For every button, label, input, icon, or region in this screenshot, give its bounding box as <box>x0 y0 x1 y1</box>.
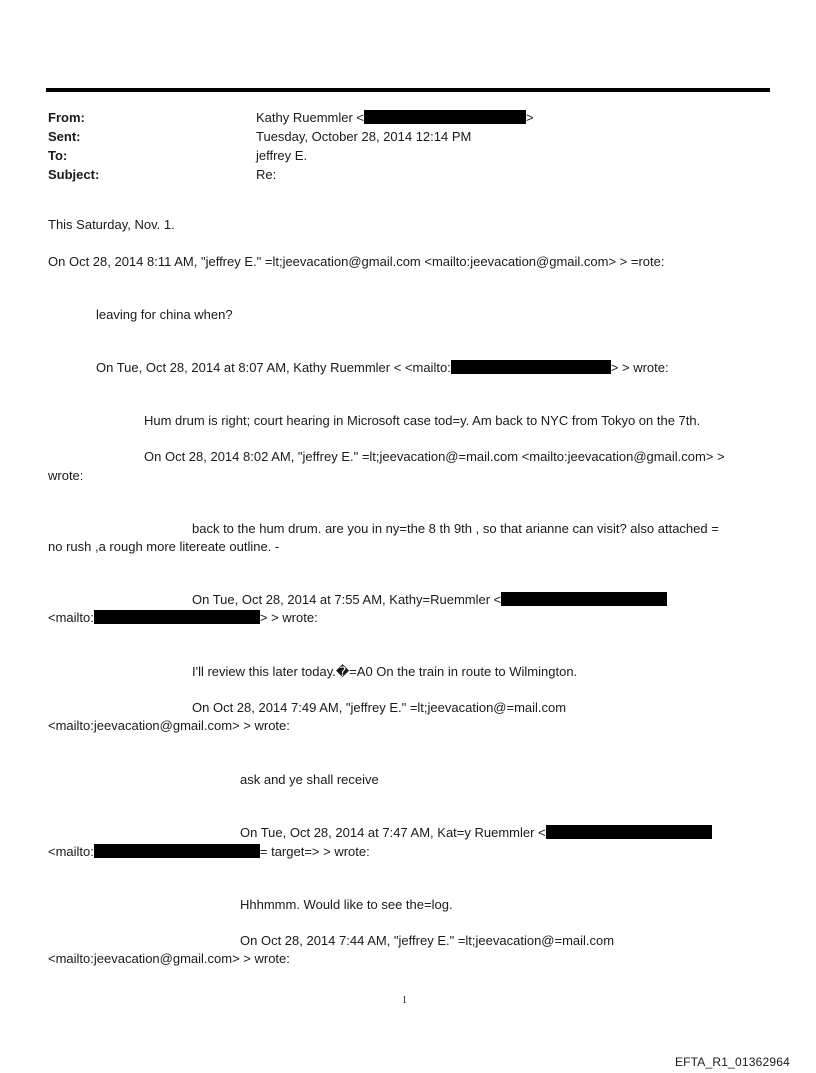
quote-header: On Oct 28, 2014 8:11 AM, "jeffrey E." =lt;jeevacation@gmail.com <mailto:jeevacation@gmail.com> > =rote: <box>48 254 665 269</box>
to-row <box>48 146 768 165</box>
quote-header: On Oct 28, 2014 8:02 AM, "jeffrey E." =lt;jeevacation@=mail.com <mailto:jeevacation@gmail.com> > <box>144 449 725 464</box>
quote-header: On Tue, Oct 28, 2014 at 7:55 AM, Kathy=Ruemmler < <box>192 591 667 609</box>
sent-value: Tuesday, October 28, 2014 12:14 PM <box>256 129 472 144</box>
body-line: This Saturday, Nov. 1. <box>48 217 175 232</box>
redaction-box <box>94 844 260 858</box>
sent-row <box>48 127 768 146</box>
from-label: From: <box>48 110 85 125</box>
subject-label: Subject: <box>48 167 100 182</box>
from-row <box>48 108 768 127</box>
quote-header-cont: <mailto:jeevacation@gmail.com> > wrote: <box>48 718 290 733</box>
body-line: no rush ,a rough more litereate outline. - <box>48 539 280 554</box>
redaction-box <box>451 360 611 374</box>
header-rule <box>46 88 770 92</box>
quote-header: On Tue, Oct 28, 2014 at 8:07 AM, Kathy Ruemmler < <mailto: > > wrote: <box>96 360 669 375</box>
body-line: leaving for china when? <box>96 307 233 322</box>
quote-header: On Oct 28, 2014 7:49 AM, "jeffrey E." =lt;jeevacation@=mail.com <box>192 700 567 715</box>
subject-value: Re: <box>256 167 277 182</box>
body-line: I'll review this later today.�=A0 On the train in route to Wilmington. <box>192 664 578 679</box>
body-line: back to the hum drum. are you in ny=the 8 th 9th , so that arianne can visit? also attached = <box>192 521 719 536</box>
email-header <box>48 108 768 184</box>
redaction-box <box>546 825 712 839</box>
page-number: 1 <box>402 995 407 1006</box>
redaction-box <box>501 592 667 606</box>
body-line: ask and ye shall receive <box>240 772 379 787</box>
redaction-box <box>94 610 260 624</box>
quote-header: On Oct 28, 2014 7:44 AM, "jeffrey E." =lt;jeevacation@=mail.com <box>240 933 615 948</box>
quote-header: On Tue, Oct 28, 2014 at 7:47 AM, Kat=y Ruemmler < <box>240 824 712 842</box>
redaction-box <box>364 110 526 124</box>
sent-label: Sent: <box>48 129 81 144</box>
quote-header-cont: <mailto: > > wrote: <box>48 610 318 625</box>
subject-row <box>48 165 768 184</box>
document-id: EFTA_R1_01362964 <box>674 1055 790 1069</box>
quote-header-cont: <mailto: = target=> > wrote: <box>48 844 370 859</box>
body-line: Hhhmmm. Would like to see the=log. <box>240 897 453 912</box>
to-label: To: <box>48 148 68 163</box>
quote-header-cont: wrote: <box>48 468 84 483</box>
from-value: Kathy Ruemmler < > <box>256 110 534 125</box>
quote-header-cont: <mailto:jeevacation@gmail.com> > wrote: <box>48 951 290 966</box>
body-line: Hum drum is right; court hearing in Microsoft case tod=y. Am back to NYC from Tokyo on the 7th. <box>144 413 701 428</box>
to-value: jeffrey E. <box>256 148 308 163</box>
